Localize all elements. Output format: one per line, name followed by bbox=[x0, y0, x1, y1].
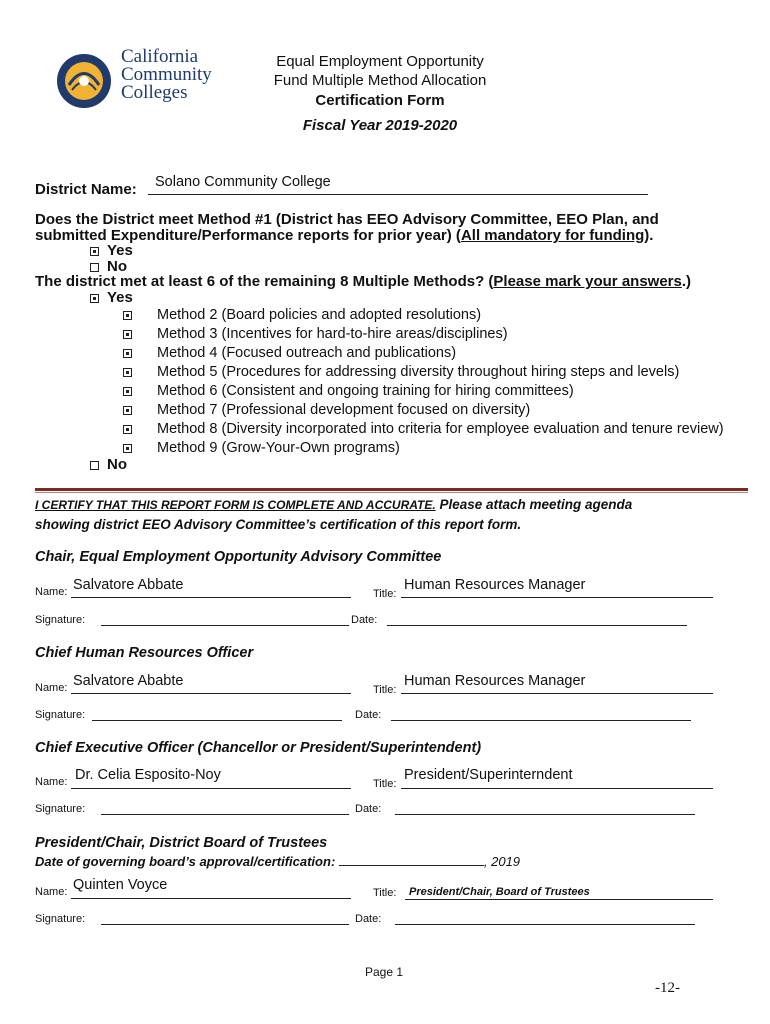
ceo-title-value[interactable]: President/Superinterndent bbox=[404, 767, 573, 783]
hr-date-line[interactable] bbox=[391, 720, 691, 721]
board-name-line bbox=[71, 898, 351, 899]
ceo-name-line bbox=[71, 788, 351, 789]
method-list bbox=[123, 306, 724, 458]
q2-text bbox=[35, 273, 691, 290]
ceo-title-label: Title: bbox=[373, 778, 397, 790]
college-logo bbox=[55, 46, 225, 110]
method-item[interactable] bbox=[123, 306, 724, 325]
q1-text-b: submitted Expenditure/Performance reports for prior year) ( bbox=[35, 227, 461, 244]
board-signature-label: Signature: bbox=[35, 913, 86, 925]
method-8-checkbox[interactable] bbox=[123, 425, 132, 434]
method-item[interactable] bbox=[123, 363, 724, 382]
q1-yes-label: Yes bbox=[107, 242, 133, 259]
q1-no-label: No bbox=[107, 258, 127, 275]
method-8-label: Method 8 (Diversity incorporated into criteria for employee evaluation and tenure review) bbox=[157, 421, 724, 437]
q1-text-a: Does the District meet Method #1 (District has EEO Advisory Committee, EEO Plan, and bbox=[35, 211, 659, 228]
district-label: District Name: bbox=[35, 181, 137, 198]
chair-signature-label: Signature: bbox=[35, 614, 86, 626]
hr-title-value[interactable]: Human Resources Manager bbox=[404, 673, 586, 689]
method-7-label: Method 7 (Professional development focused on diversity) bbox=[157, 402, 531, 418]
page-label: Page 1 bbox=[365, 965, 404, 979]
board-signature-line[interactable] bbox=[101, 924, 349, 925]
board-name-value[interactable]: Quinten Voyce bbox=[73, 877, 168, 893]
board-date-label: Date: bbox=[355, 913, 382, 925]
method-item[interactable] bbox=[123, 401, 724, 420]
q2-text-c: .) bbox=[681, 273, 692, 290]
header-line-1: Equal Employment Opportunity bbox=[276, 53, 484, 70]
header-line-2: Fund Multiple Method Allocation bbox=[273, 72, 487, 89]
ceo-heading: Chief Executive Officer (Chancellor or President/Superintendent) bbox=[35, 740, 482, 756]
hr-title-label: Title: bbox=[373, 684, 397, 696]
method-6-label: Method 6 (Consistent and ongoing training for hiring committees) bbox=[157, 383, 574, 399]
logo-line-1: California bbox=[121, 46, 199, 67]
board-heading: President/Chair, District Board of Trustees bbox=[35, 835, 328, 851]
chair-title-label: Title: bbox=[373, 588, 397, 600]
q1-text-c: ). bbox=[644, 227, 654, 244]
logo-line-2: Community bbox=[121, 64, 212, 85]
header-fiscal-year: Fiscal Year 2019-2020 bbox=[302, 117, 458, 134]
method-4-label: Method 4 (Focused outreach and publications) bbox=[157, 345, 457, 361]
board-approval-date-row: Date of governing board’s approval/certification: , 2019 bbox=[35, 854, 521, 869]
q2-no-option[interactable] bbox=[90, 456, 127, 473]
hr-date-label: Date: bbox=[355, 709, 382, 721]
method-9-label: Method 9 (Grow-Your-Own programs) bbox=[157, 440, 400, 456]
certify-rest: Please attach meeting agenda bbox=[435, 497, 633, 512]
chair-heading: Chair, Equal Employment Opportunity Advisory Committee bbox=[35, 549, 442, 565]
method-5-label: Method 5 (Procedures for addressing diversity throughout hiring steps and levels) bbox=[157, 364, 680, 380]
board-approval-date-field[interactable] bbox=[339, 853, 484, 866]
q2-instruction: Please mark your answers bbox=[493, 273, 682, 290]
header-line-3: Certification Form bbox=[315, 92, 445, 109]
q2-no-label: No bbox=[107, 456, 127, 473]
chair-name-label: Name: bbox=[35, 586, 68, 598]
method-item[interactable] bbox=[123, 439, 724, 458]
method-4-checkbox[interactable] bbox=[123, 349, 132, 358]
chair-signature-line[interactable] bbox=[101, 625, 349, 626]
chair-title-line bbox=[401, 597, 713, 598]
q2-yes-label: Yes bbox=[107, 289, 133, 306]
ceo-date-line[interactable] bbox=[395, 814, 695, 815]
method-2-label: Method 2 (Board policies and adopted resolutions) bbox=[157, 307, 482, 323]
q2-yes-checkbox[interactable] bbox=[90, 294, 99, 303]
ceo-name-value[interactable]: Dr. Celia Esposito-Noy bbox=[75, 767, 221, 783]
district-name-value[interactable]: Solano Community College bbox=[155, 174, 331, 190]
board-title-line bbox=[405, 899, 713, 900]
ceo-signature-label: Signature: bbox=[35, 803, 86, 815]
method-9-checkbox[interactable] bbox=[123, 444, 132, 453]
method-2-checkbox[interactable] bbox=[123, 311, 132, 320]
hr-signature-label: Signature: bbox=[35, 709, 86, 721]
method-3-checkbox[interactable] bbox=[123, 330, 132, 339]
hr-signature-line[interactable] bbox=[92, 720, 342, 721]
board-date-line[interactable] bbox=[395, 924, 695, 925]
hr-name-value[interactable]: Salvatore Ababte bbox=[73, 673, 184, 689]
seal-icon bbox=[55, 52, 113, 110]
ceo-signature-line[interactable] bbox=[101, 814, 349, 815]
q2-no-checkbox[interactable] bbox=[90, 461, 99, 470]
hr-title-line bbox=[401, 693, 713, 694]
board-approval-year: , 2019 bbox=[483, 854, 521, 869]
section-divider bbox=[35, 488, 748, 491]
chair-date-label: Date: bbox=[351, 614, 378, 626]
method-item[interactable] bbox=[123, 325, 724, 344]
chair-date-line[interactable] bbox=[387, 625, 687, 626]
method-item[interactable] bbox=[123, 344, 724, 363]
board-title-value[interactable]: President/Chair, Board of Trustees bbox=[409, 886, 590, 898]
chair-title-value[interactable]: Human Resources Manager bbox=[404, 577, 586, 593]
certify-underlined: I CERTIFY THAT THIS REPORT FORM IS COMPLETE AND ACCURATE. bbox=[35, 498, 436, 512]
ceo-date-label: Date: bbox=[355, 803, 382, 815]
chair-name-value[interactable]: Salvatore Abbate bbox=[73, 577, 184, 593]
logo-wordmark bbox=[121, 48, 212, 102]
board-name-label: Name: bbox=[35, 886, 68, 898]
board-approval-date-label: Date of governing board’s approval/certification bbox=[35, 854, 331, 869]
chair-name-line bbox=[71, 597, 351, 598]
logo-line-3: Colleges bbox=[121, 82, 188, 103]
hr-name-line bbox=[71, 693, 351, 694]
q1-no-checkbox[interactable] bbox=[90, 263, 99, 272]
method-item[interactable] bbox=[123, 382, 724, 401]
method-item[interactable] bbox=[123, 420, 724, 439]
q2-yes-option[interactable] bbox=[90, 289, 133, 306]
district-name-line bbox=[148, 194, 648, 195]
method-6-checkbox[interactable] bbox=[123, 387, 132, 396]
certification-line-2: showing district EEO Advisory Committee’s certification of this report form. bbox=[35, 517, 522, 532]
ceo-title-line bbox=[401, 788, 713, 789]
board-title-label: Title: bbox=[373, 887, 397, 899]
section-divider-shadow bbox=[35, 492, 748, 493]
q1-mandatory: All mandatory for funding bbox=[460, 227, 645, 244]
q2-text-a: The district met at least 6 of the remaining 8 Multiple Methods? ( bbox=[35, 273, 494, 290]
hr-name-label: Name: bbox=[35, 682, 68, 694]
certification-statement bbox=[35, 495, 750, 534]
hr-heading: Chief Human Resources Officer bbox=[35, 645, 254, 661]
page-number: -12- bbox=[655, 980, 680, 996]
certification-line-1 bbox=[35, 495, 750, 515]
method-5-checkbox[interactable] bbox=[123, 368, 132, 377]
ceo-name-label: Name: bbox=[35, 776, 68, 788]
method-7-checkbox[interactable] bbox=[123, 406, 132, 415]
q1-yes-checkbox[interactable] bbox=[90, 247, 99, 256]
q1-yes-option[interactable] bbox=[90, 242, 133, 259]
method-3-label: Method 3 (Incentives for hard-to-hire areas/disciplines) bbox=[157, 326, 508, 342]
